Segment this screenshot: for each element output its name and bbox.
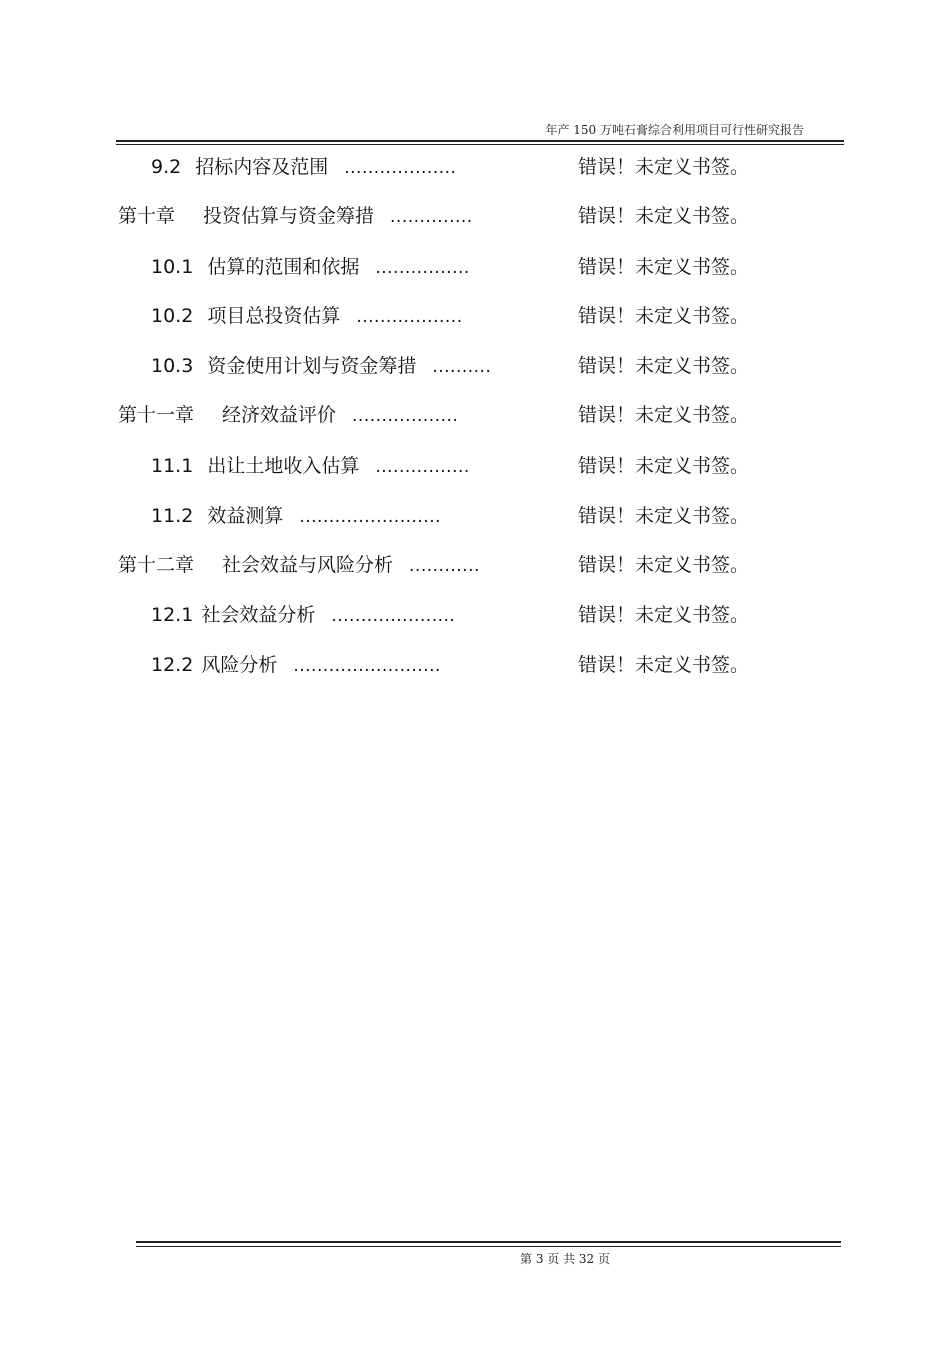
footer-rule [136, 1241, 841, 1243]
toc-entry-number: 12.1 [151, 604, 194, 626]
running-header-title: 年产 150 万吨石膏综合利用项目可行性研究报告 [545, 123, 804, 137]
footer-rule-thin [136, 1246, 841, 1247]
toc-page-reference: 错误！未定义书签。 [578, 256, 750, 278]
toc-entry-number: 9.2 [151, 156, 182, 178]
toc-entry-number: 第十章 [118, 205, 176, 227]
toc-entry-title: 经济效益评价 [222, 404, 337, 426]
toc-entry-title: 风险分析 [201, 654, 278, 676]
toc-page-reference: 错误！未定义书签。 [578, 604, 750, 626]
toc-entry-number: 11.1 [151, 455, 194, 477]
toc-entry-number: 第十一章 [118, 404, 195, 426]
toc-entry[interactable] [0, 600, 950, 630]
toc-leader-dots: .................. [352, 406, 459, 426]
toc-entry[interactable] [0, 301, 950, 331]
toc-entry[interactable] [0, 152, 950, 182]
toc-leader-dots: ................ [375, 258, 470, 278]
toc-entry-number: 12.2 [151, 654, 194, 676]
toc-entry[interactable] [0, 201, 950, 231]
toc-page-reference: 错误！未定义书签。 [578, 654, 750, 676]
toc-page-reference: 错误！未定义书签。 [578, 156, 750, 178]
toc-entry-number: 第十二章 [118, 554, 195, 576]
toc-leader-dots: ................... [344, 158, 457, 178]
toc-entry-title: 资金使用计划与资金筹措 [207, 355, 417, 377]
toc-page-reference: 错误！未定义书签。 [578, 355, 750, 377]
toc-entry-title: 效益测算 [207, 505, 284, 527]
toc-leader-dots: ..................... [331, 606, 456, 626]
toc-leader-dots: ............ [409, 556, 480, 576]
toc-entry-number: 10.1 [151, 256, 194, 278]
toc-entry[interactable] [0, 501, 950, 531]
toc-entry-number: 10.3 [151, 355, 194, 377]
toc-page-reference: 错误！未定义书签。 [578, 505, 750, 527]
toc-page-reference: 错误！未定义书签。 [578, 305, 750, 327]
toc-entry-title: 出让土地收入估算 [207, 455, 360, 477]
toc-leader-dots: ........................ [299, 507, 442, 527]
toc-entry-title: 社会效益分析 [201, 604, 316, 626]
toc-entry-title: 招标内容及范围 [195, 156, 329, 178]
toc-entry-number: 11.2 [151, 505, 194, 527]
toc-entry-title: 社会效益与风险分析 [222, 554, 394, 576]
toc-entry-number: 10.2 [151, 305, 194, 327]
toc-entry[interactable] [0, 400, 950, 430]
toc-entry[interactable] [0, 351, 950, 381]
toc-leader-dots: ................ [375, 457, 470, 477]
toc-entry-title: 估算的范围和依据 [207, 256, 360, 278]
toc-page-reference: 错误！未定义书签。 [578, 455, 750, 477]
toc-entry[interactable] [0, 650, 950, 680]
toc-leader-dots: ......................... [293, 656, 441, 676]
toc-leader-dots: .......... [432, 357, 492, 377]
header-rule [116, 140, 844, 145]
toc-page-reference: 错误！未定义书签。 [578, 205, 750, 227]
page-number: 第 3 页 共 32 页 [520, 1252, 610, 1266]
toc-entry[interactable] [0, 451, 950, 481]
toc-leader-dots: .................. [356, 307, 463, 327]
toc-page-reference: 错误！未定义书签。 [578, 404, 750, 426]
toc-entry-title: 项目总投资估算 [207, 305, 341, 327]
toc-entry[interactable] [0, 550, 950, 580]
toc-page-reference: 错误！未定义书签。 [578, 554, 750, 576]
toc-leader-dots: .............. [390, 207, 473, 227]
toc-entry-title: 投资估算与资金筹措 [203, 205, 375, 227]
toc-entry[interactable] [0, 252, 950, 282]
